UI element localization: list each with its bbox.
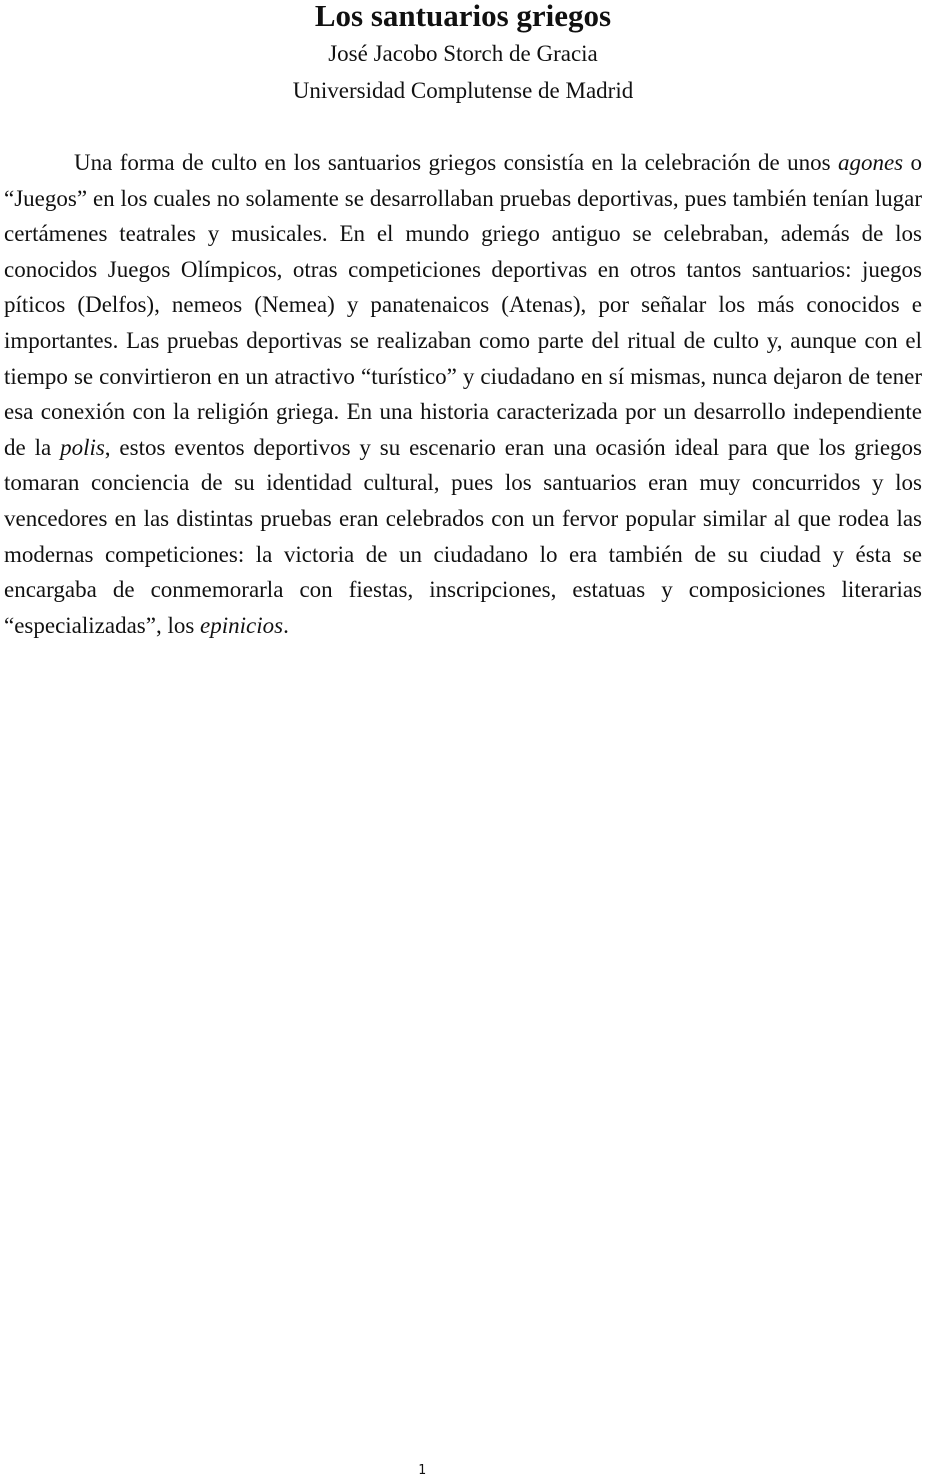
document-title: Los santuarios griegos [314, 0, 612, 33]
term-agones: agones [837, 150, 904, 175]
paragraph-text: . [283, 612, 289, 638]
page-number: 1 [418, 1463, 426, 1478]
term-epinicios: epinicios [200, 612, 284, 638]
paragraph-text: , estos eventos deportivos y su escenario eran una ocasión ideal para que los griegos tomaran conciencia de su identidad cultural, pues los santuarios eran muy concurridos y los vencedores en las distintas pruebas eran celebrados con un fervor popular similar al que rodea las modernas competiciones: la victoria de un ciudadano lo era también de su ciudad y ésta se encargaba de conmemorarla con fiestas, inscripciones, estatuas y composiciones literarias “especializadas”, los [4, 434, 922, 638]
paragraph-text: Una forma de culto en los santuarios griegos consistía en la celebración de unos [74, 150, 838, 175]
author-affiliation: Universidad Complutense de Madrid [292, 78, 634, 103]
body-paragraph [4, 145, 922, 643]
paragraph-text: o “Juegos” en los cuales no solamente se desarrollaban pruebas deportivas, pues también tenían lugar certámenes teatrales y musicales. En el mundo griego antiguo se celebraban, además de los conocidos Juegos Olímpicos, otras competiciones deportivas en otros tantos santuarios: juegos píticos (Delfos), nemeos (Nemea) y panatenaicos (Atenas), por señalar los más conocidos e importantes. Las pruebas deportivas se realizaban como parte del ritual de culto y, aunque con el tiempo se convirtieron en un atractivo “turístico” y ciudadano en sí mismas, nunca dejaron de tener esa conexión con la religión griega. En una historia caracterizada por un desarrollo independiente de la [4, 150, 923, 460]
document-page [4, 0, 922, 1482]
author-name: José Jacobo Storch de Gracia [328, 41, 598, 66]
term-polis: polis [60, 434, 105, 460]
